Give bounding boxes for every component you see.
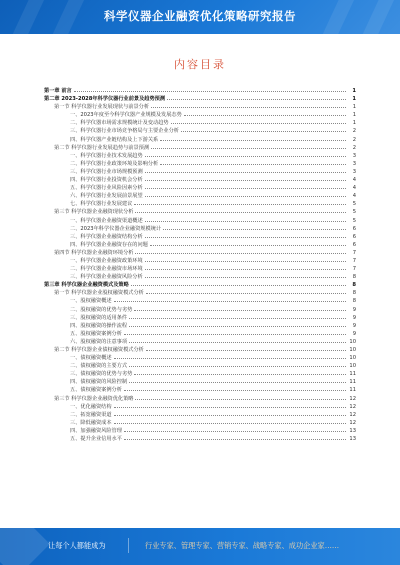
toc-entry[interactable]: [44, 345, 356, 353]
toc-entry-text: 四、股权融资的操作流程: [70, 322, 128, 329]
toc-entry-text: 六、股权融资的注意事项: [70, 338, 128, 345]
toc-leader-dots: [135, 248, 346, 254]
toc-leader-dots: [134, 199, 346, 205]
toc-entry-text: 二、科学仪器行业政策环境及影响分析: [70, 160, 159, 167]
toc-entry-text: 二、科学仪器企业融资市场环境: [70, 266, 143, 273]
toc-page-number: 1: [352, 120, 356, 127]
toc-leader-dots: [160, 159, 346, 165]
toc-entry-text: 一、优化融资结构: [70, 403, 112, 410]
toc-entry[interactable]: [44, 207, 356, 215]
toc-page-number: 8: [352, 290, 356, 297]
footer-slogan: 让每个人都能成为: [48, 541, 106, 550]
toc-entry[interactable]: [44, 321, 356, 329]
toc-leader-dots: [124, 329, 346, 335]
toc-entry[interactable]: [44, 94, 356, 102]
toc-leader-dots: [145, 272, 346, 278]
toc-leader-dots: [145, 256, 346, 262]
toc-page-number: 3: [352, 152, 356, 159]
toc-entry-text: 四、加强融资风险管理: [70, 427, 122, 434]
toc-entry[interactable]: [44, 86, 356, 94]
toc-entry-text: 一、债权融资概述: [70, 355, 112, 362]
toc-leader-dots: [150, 240, 346, 246]
toc-page-number: 7: [352, 249, 356, 256]
toc-leader-dots: [129, 321, 346, 327]
toc-page-number: 6: [352, 233, 356, 240]
toc-entry[interactable]: [44, 135, 356, 143]
toc-leader-dots: [114, 402, 346, 408]
toc-page-number: 5: [352, 201, 356, 208]
toc-entry-text: 第三节 科学仪器企业融资优化策略: [54, 395, 134, 402]
toc-page-number: 6: [352, 225, 356, 232]
toc-leader-dots: [114, 418, 346, 424]
toc-entry-text: 第二章 2023-2028年科学仪器行业前景及趋势预测: [44, 96, 166, 103]
toc-entry[interactable]: [44, 385, 356, 393]
toc-leader-dots: [145, 151, 346, 157]
toc-entry-text: 六、科学仪器行业发展前景展望: [70, 193, 143, 200]
toc-entry-text: 三、股权融资的适用条件: [70, 314, 128, 321]
footer-banner: [0, 528, 400, 565]
toc-leader-dots: [145, 191, 346, 197]
toc-page-number: 1: [352, 88, 356, 94]
toc-entry-text: 一、2023年度至今科学仪器产业规模及发展态势: [70, 112, 182, 119]
toc-page-number: 9: [352, 322, 356, 329]
toc-page-number: 12: [349, 411, 356, 418]
toc-leader-dots: [135, 207, 346, 213]
toc-leader-dots: [134, 305, 346, 311]
toc-entry[interactable]: [44, 394, 356, 402]
toc-entry[interactable]: [44, 110, 356, 118]
toc-entry[interactable]: [44, 377, 356, 385]
toc-entry-text: 四、债权融资的风险控制: [70, 379, 128, 386]
toc-entry-text: 第二节 科学仪器行业发展趋势与前景预测: [54, 144, 150, 151]
toc-page-number: 10: [349, 347, 356, 353]
toc-leader-dots: [131, 280, 346, 286]
toc-leader-dots: [146, 345, 346, 351]
toc-page-number: 12: [349, 419, 356, 426]
toc-entry[interactable]: [44, 199, 356, 207]
toc-entry-text: 二、拓宽融资渠道: [70, 411, 112, 418]
toc-entry[interactable]: [44, 369, 356, 377]
toc-entry[interactable]: [44, 248, 356, 256]
toc-entry[interactable]: [44, 361, 356, 369]
toc-entry-text: 一、科学仪器企业融资政策环境: [70, 257, 143, 264]
toc-page-number: 3: [352, 160, 356, 167]
toc-heading: 内容目录: [174, 58, 226, 71]
toc-entry[interactable]: [44, 118, 356, 126]
toc-entry-text: 一、科学仪器行业技术发展趋势: [70, 152, 143, 159]
toc-leader-dots: [145, 232, 346, 238]
toc-entry-text: 三、科学仪器行业市场规模预测: [70, 168, 143, 175]
toc-entry[interactable]: [44, 224, 356, 232]
toc-leader-dots: [145, 167, 346, 173]
toc-page-number: 7: [352, 257, 356, 264]
toc-entry[interactable]: [44, 167, 356, 175]
toc-entry[interactable]: [44, 143, 356, 151]
toc-leader-dots: [114, 410, 346, 416]
toc-page-number: 1: [352, 104, 356, 111]
toc-page-number: 11: [349, 379, 356, 386]
footer-decoration: [0, 528, 50, 565]
toc-page-number: 8: [352, 274, 356, 281]
toc-leader-dots: [124, 426, 346, 432]
toc-entry[interactable]: [44, 305, 356, 313]
toc-entry[interactable]: [44, 240, 356, 248]
toc-entry-text: 七、科学仪器行业发展建议: [70, 201, 133, 208]
toc-entry[interactable]: [44, 175, 356, 183]
toc-entry[interactable]: [44, 216, 356, 224]
toc-page-number: 10: [349, 363, 356, 370]
toc-entry-text: 四、科学仪器行业投资机会分析: [70, 177, 143, 184]
toc-entry-text: 第一节 科学仪器企业股权融资模式分析: [54, 290, 144, 297]
toc-page-number: 4: [352, 193, 356, 200]
toc-leader-dots: [145, 175, 346, 181]
toc-entry[interactable]: [44, 434, 356, 442]
toc-page-number: 5: [352, 209, 356, 216]
toc-entry[interactable]: [44, 159, 356, 167]
toc-entry-text: 第四节 科学仪器企业融资环境分析: [54, 249, 134, 256]
toc-entry[interactable]: [44, 183, 356, 191]
toc-entry[interactable]: [44, 151, 356, 159]
toc-entry[interactable]: [44, 264, 356, 272]
toc-leader-dots: [145, 183, 346, 189]
toc-page-number: 1: [352, 112, 356, 119]
toc-leader-dots: [146, 288, 346, 294]
toc-entry-text: 一、科学仪器企业融资渠道概述: [70, 217, 143, 224]
toc-page-number: 11: [349, 371, 356, 378]
toc-page-number: 12: [349, 403, 356, 410]
toc-entry[interactable]: [44, 280, 356, 288]
toc-page-number: 8: [352, 298, 356, 305]
toc-entry-text: 三、科学仪器行业市场竞争格局与主要企业分析: [70, 128, 179, 135]
toc-leader-dots: [145, 216, 346, 222]
toc-leader-dots: [74, 86, 346, 92]
toc-leader-dots: [114, 353, 346, 359]
toc-entry-text: 三、科学仪器企业融资结构分析: [70, 233, 143, 240]
toc-entry[interactable]: [44, 353, 356, 361]
toc-page-number: 4: [352, 177, 356, 184]
toc-entry-text: 四、科学仪器产业链结构及上下游关系: [70, 136, 159, 143]
toc-leader-dots: [160, 135, 346, 141]
toc-leader-dots: [151, 102, 346, 108]
toc-entry[interactable]: [44, 272, 356, 280]
toc-leader-dots: [124, 434, 346, 440]
toc-entry-text: 五、科学仪器行业风险因素分析: [70, 185, 143, 192]
toc-leader-dots: [171, 118, 346, 124]
toc-page-number: 10: [349, 355, 356, 362]
toc-entry[interactable]: [44, 126, 356, 134]
toc-leader-dots: [129, 377, 346, 383]
toc-page-number: 2: [352, 144, 356, 151]
toc-leader-dots: [135, 394, 346, 400]
toc-leader-dots: [129, 337, 346, 343]
toc-leader-dots: [184, 110, 346, 116]
toc-leader-dots: [129, 313, 346, 319]
toc-entry-text: 二、债权融资的主要方式: [70, 363, 128, 370]
toc-page-number: 4: [352, 185, 356, 192]
toc-page-number: 2: [352, 136, 356, 143]
toc-entry-text: 第三章 科学仪器企业融资模式及策略: [44, 282, 129, 289]
toc-entry-text: 第一节 科学仪器行业发展现状与前景分析: [54, 104, 150, 111]
toc-entry-text: 四、科学仪器企业融资存在的问题: [70, 241, 148, 248]
report-header: [0, 0, 400, 34]
toc-page-number: 9: [352, 314, 356, 321]
toc-entry-text: 三、降低融资成本: [70, 419, 112, 426]
toc-leader-dots: [124, 385, 346, 391]
toc-page-number: 3: [352, 168, 356, 175]
toc-entry[interactable]: [44, 418, 356, 426]
report-title: 科学仪器企业融资优化策略研究报告: [104, 9, 296, 23]
toc-entry-text: 二、2023年科学仪器企业融资规模统计: [70, 225, 162, 232]
toc-entry-text: 五、债权融资案例分析: [70, 387, 122, 394]
table-of-contents: [44, 86, 356, 442]
toc-entry-text: 第二节 科学仪器企业债权融资模式分析: [54, 347, 144, 353]
toc-leader-dots: [181, 126, 346, 132]
toc-page-number: 2: [352, 128, 356, 135]
toc-entry[interactable]: [44, 191, 356, 199]
toc-entry-text: 第三节 科学仪器企业融资现状分析: [54, 209, 134, 216]
toc-page-number: 11: [349, 387, 356, 394]
toc-entry-text: 三、债权融资的优势与劣势: [70, 371, 133, 378]
toc-entry-text: 一、股权融资概述: [70, 298, 112, 305]
toc-entry-text: 五、提升企业信用水平: [70, 436, 122, 443]
toc-page-number: 10: [349, 338, 356, 345]
toc-page-number: 9: [352, 330, 356, 337]
toc-entry[interactable]: [44, 426, 356, 434]
toc-leader-dots: [145, 264, 346, 270]
toc-entry[interactable]: [44, 410, 356, 418]
toc-page-number: 9: [352, 306, 356, 313]
toc-leader-dots: [134, 369, 346, 375]
toc-page-number: 12: [349, 395, 356, 402]
toc-entry-text: 二、科学仪器市场需求规模统计及变动趋势: [70, 120, 169, 127]
footer-experts: 行业专家、管理专家、营销专家、战略专家、成功企业家……: [145, 541, 340, 550]
toc-leader-dots: [114, 296, 346, 302]
toc-leader-dots: [167, 94, 346, 100]
toc-page-number: 7: [352, 266, 356, 273]
toc-page-number: 6: [352, 241, 356, 248]
toc-entry-text: 二、股权融资的优势与劣势: [70, 306, 133, 313]
toc-entry[interactable]: [44, 296, 356, 304]
toc-entry[interactable]: [44, 102, 356, 110]
footer-divider: [128, 538, 129, 553]
toc-leader-dots: [163, 224, 346, 230]
toc-entry[interactable]: [44, 288, 356, 296]
toc-entry[interactable]: [44, 329, 356, 337]
toc-page-number: 1: [352, 96, 356, 103]
toc-entry-text: 五、股权融资案例分析: [70, 330, 122, 337]
toc-leader-dots: [129, 361, 346, 367]
toc-page-number: 13: [349, 436, 356, 443]
toc-leader-dots: [151, 143, 346, 149]
toc-page-number: 8: [352, 282, 356, 289]
toc-entry-text: 三、科学仪器企业融资风险分析: [70, 274, 143, 281]
toc-entry[interactable]: [44, 232, 356, 240]
toc-entry[interactable]: [44, 402, 356, 410]
toc-entry[interactable]: [44, 337, 356, 345]
toc-page-number: 13: [349, 427, 356, 434]
toc-entry[interactable]: [44, 256, 356, 264]
toc-entry-text: 第一章 前言: [44, 88, 72, 94]
toc-entry[interactable]: [44, 313, 356, 321]
toc-page-number: 5: [352, 217, 356, 224]
